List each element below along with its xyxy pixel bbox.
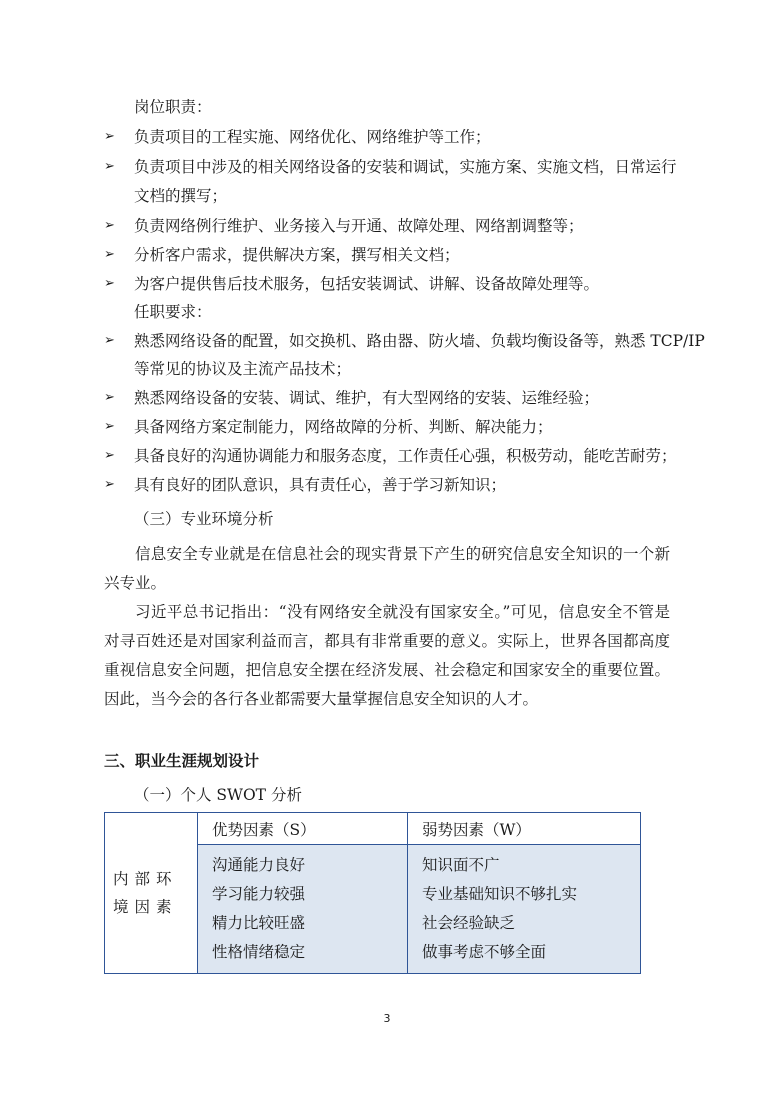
bullet-arrow-icon: ➢ (104, 276, 115, 291)
duty-item: 分析客户需求，提供解决方案，撰写相关文档； (134, 246, 460, 264)
swot-row-label-cell (105, 813, 198, 974)
requirement-item: 具备良好的沟通协调能力和服务态度，工作责任心强，积极劳动，能吃苦耐劳； (134, 447, 677, 465)
bullet-arrow-icon: ➢ (104, 218, 115, 233)
weakness-item: 社会经验缺乏 (422, 914, 516, 932)
bullet-arrow-icon: ➢ (104, 448, 115, 463)
section-env-heading: （三）专业环境分析 (134, 510, 274, 528)
strength-header-cell (198, 813, 408, 845)
page-number: 3 (383, 1012, 391, 1025)
bullet-arrow-icon: ➢ (104, 333, 115, 348)
swot-table (104, 812, 641, 974)
requirement-item: 熟悉网络设备的配置，如交换机、路由器、防火墙、负载均衡设备等，熟悉 TCP/IP (134, 332, 705, 350)
requirements-heading: 任职要求： (134, 303, 212, 321)
duty-item: 负责项目的工程实施、网络优化、网络维护等工作； (134, 128, 491, 146)
strength-item: 学习能力较强 (212, 885, 306, 903)
section3-heading: 三、职业生涯规划设计 (104, 751, 260, 770)
strength-item: 沟通能力良好 (212, 856, 306, 874)
weakness-header-cell (408, 813, 641, 845)
duty-item: 负责项目中涉及的相关网络设备的安装和调试，实施方案、实施文档，日常运行 (134, 158, 677, 176)
bullet-arrow-icon: ➢ (104, 247, 115, 262)
requirement-item: 具备网络方案定制能力，网络故障的分析、判断、解决能力； (134, 418, 553, 436)
env-paragraph-2: 习近平总书记指出：“没有网络安全就没有国家安全。”可见，信息安全不管是对寻百姓还是对国家利益而言，都具有非常重要的意义。实际上，世界各国都高度重视信息安全问题，把信息安全摆在经济发展、社会稳定和国家安全的重要位置。因此，当今会的各行各业都需要大量掌握信息安全知识的人才。 (104, 603, 670, 708)
strength-item: 性格情绪稳定 (212, 943, 306, 961)
job-duties-heading: 岗位职责： (134, 98, 212, 116)
strength-header: 优势因素（S） (212, 820, 316, 839)
bullet-arrow-icon: ➢ (104, 159, 115, 174)
bullet-arrow-icon: ➢ (104, 419, 115, 434)
weakness-header: 弱势因素（W） (422, 820, 531, 839)
swot-sub-heading: （一）个人 SWOT 分析 (134, 786, 302, 804)
strength-item: 精力比较旺盛 (212, 914, 306, 932)
strengths-cell (198, 845, 408, 974)
weaknesses-cell (408, 845, 641, 974)
swot-row-label: 内部环境因素 (113, 870, 178, 916)
bullet-arrow-icon: ➢ (104, 477, 115, 492)
weakness-item: 知识面不广 (422, 856, 500, 874)
bullet-arrow-icon: ➢ (104, 390, 115, 405)
weakness-item: 做事考虑不够全面 (422, 943, 547, 961)
weakness-item: 专业基础知识不够扎实 (422, 885, 578, 903)
duty-item: 为客户提供售后技术服务，包括安装调试、讲解、设备故障处理等。 (134, 275, 600, 293)
requirement-item: 熟悉网络设备的安装、调试、维护，有大型网络的安装、运维经验； (134, 389, 600, 407)
requirement-item: 具有良好的团队意识，具有责任心，善于学习新知识； (134, 476, 507, 494)
duty-item-continuation: 文档的撰写； (134, 187, 228, 205)
swot-header-row (105, 813, 641, 845)
env-paragraph-1: 信息安全专业就是在信息社会的现实背景下产生的研究信息安全知识的一个新兴专业。 (104, 545, 670, 592)
duty-item: 负责网络例行维护、业务接入与开通、故障处理、网络割调整等； (134, 217, 584, 235)
requirement-item-continuation: 等常见的协议及主流产品技术； (134, 360, 352, 378)
bullet-arrow-icon: ➢ (104, 129, 115, 144)
